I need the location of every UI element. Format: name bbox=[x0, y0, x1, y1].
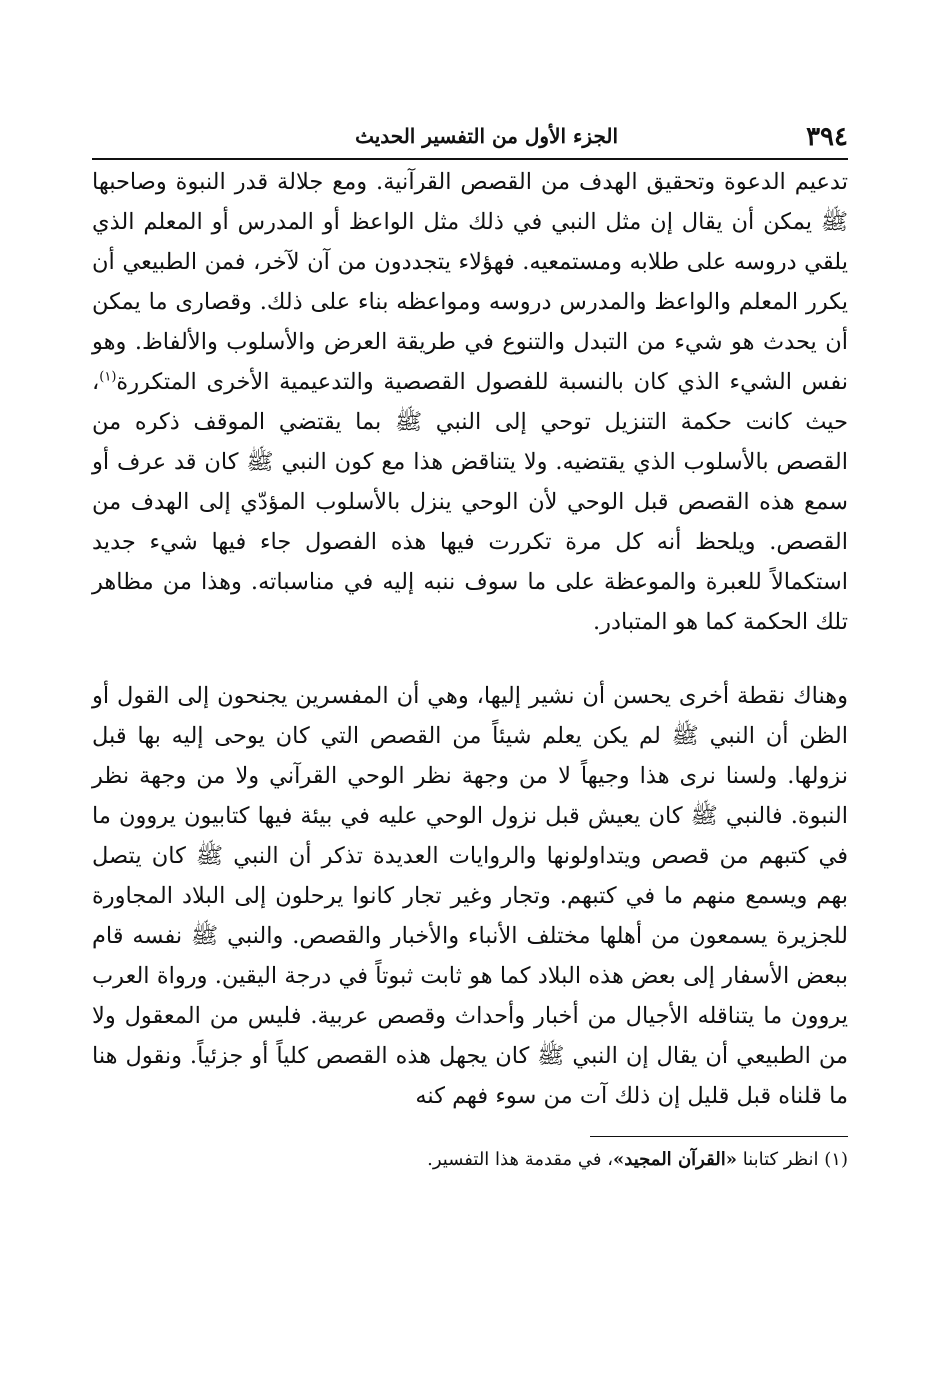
book-page bbox=[92, 118, 848, 1358]
footnote-text: انظر كتابنا bbox=[742, 1149, 819, 1170]
paragraph-text: ، حيث كانت حكمة التنزيل توحي إلى النبي ﷺ بما يقتضي الموقف ذكره من القصص بالأسلوب الذي يقتضيه. ولا يتناقض هذا مع كون النبي ﷺ كان قد عرف أو سمع هذه القصص قبل الوحي لأن الوحي ينزل بالأسلوب المؤدّي إلى الهدف من القصص. ويلحظ أنه كل مرة تكررت فيها هذه الفصول جاء فيها شيء جديد استكمالاً للعبرة والموعظة على ما سوف ننبه إليه في مناسباته. وهذا من مظاهر تلك الحكمة كما هو المتبادر. bbox=[92, 369, 848, 635]
footnote-book-title: «القرآن المجيد» bbox=[613, 1149, 737, 1170]
body-paragraph-2: وهناك نقطة أخرى يحسن أن نشير إليها، وهي أن المفسرين يجنحون إلى القول أو الظن أن النبي ﷺ لم يكن يعلم شيئاً من القصص التي كان يوحى إليه بها قبل نزولها. ولسنا نرى هذا وجيهاً لا من وجهة نظر الوحي القرآني ولا من وجهة نظر النبوة. فالنبي ﷺ كان يعيش قبل نزول الوحي عليه في بيئة فيها كتابيون يروون ما في كتبهم من قصص ويتداولونها والروايات العديدة تذكر أن النبي ﷺ كان يتصل بهم ويسمع منهم ما في كتبهم. وتجار وغير تجار كانوا يرحلون إلى البلاد المجاورة للجزيرة يسمعون من أهلها مختلف الأنباء والأخبار والقصص. والنبي ﷺ نفسه قام ببعض الأسفار إلى بعض هذه البلاد كما هو ثابت ثبوتاً في درجة اليقين. ورواة العرب يروون ما يتناقله الأجيال من أخبار وأحداث وقصص عربية. فليس من المعقول ولا من الطبيعي أن يقال إن النبي ﷺ كان يجهل هذه القصص كلياً أو جزئياً. ونقول هنا ما قلناه قبل قليل إن ذلك آت من سوء فهم كنه bbox=[92, 683, 848, 1109]
footnote bbox=[92, 1145, 848, 1175]
footnote-text-end: ، في مقدمة هذا التفسير. bbox=[427, 1149, 614, 1170]
footnote-reference[interactable]: (١) bbox=[99, 369, 117, 385]
paragraph-text: تدعيم الدعوة وتحقيق الهدف من القصص القرآنية. ومع جلالة قدر النبوة وصاحبها ﷺ يمكن أن يقال إن مثل النبي في ذلك مثل الواعظ أو المدرس أو المعلم الذي يلقي دروسه على طلابه ومستمعيه. فهؤلاء يتجددون من آن لآخر، فمن الطبيعي أن يكرر المعلم والواعظ والمدرس دروسه ومواعظه بناء على ذلك. وقصارى ما يمكن أن يحدث هو شيء من التبدل والتنوع في طريقة العرض والأسلوب والألفاظ. وهو نفس الشيء الذي كان بالنسبة للفصول القصصية والتدعيمية الأخرى المتكررة bbox=[92, 169, 848, 395]
running-title: الجزء الأول من التفسير الحديث bbox=[355, 124, 618, 148]
body-paragraph-1 bbox=[92, 162, 848, 642]
running-header bbox=[92, 118, 848, 160]
footnote-divider bbox=[590, 1136, 848, 1137]
footnote-marker: (١) bbox=[824, 1149, 848, 1170]
page-number: ٣٩٤ bbox=[806, 122, 848, 152]
